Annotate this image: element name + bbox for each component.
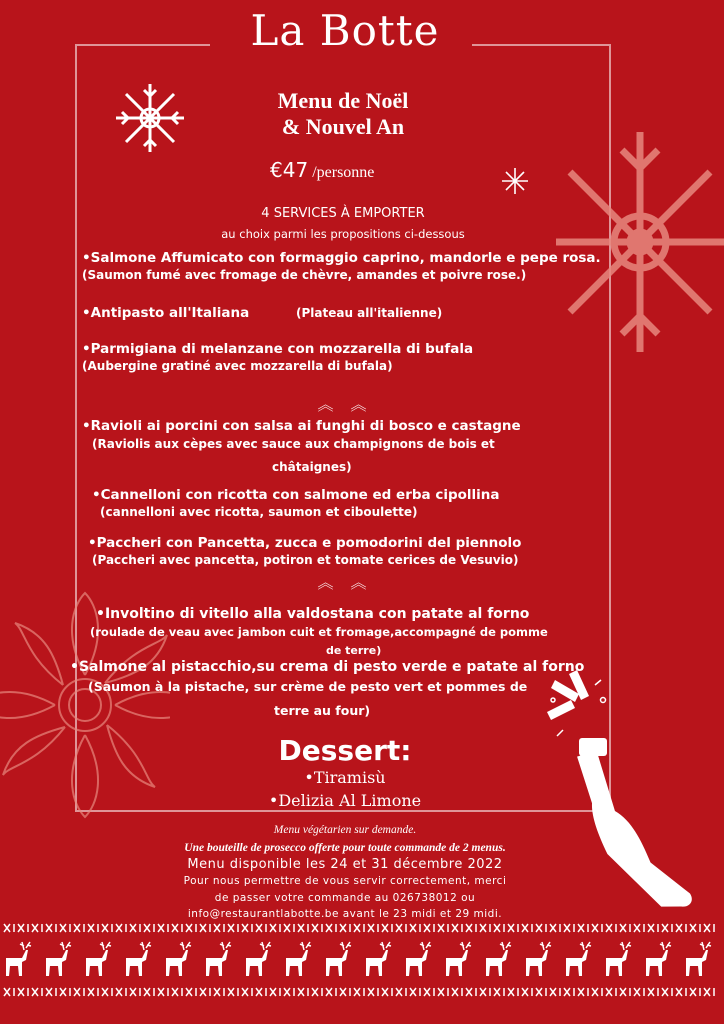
pasta-3-italian: •Paccheri con Pancetta, zucca e pomodorini del piennolo xyxy=(88,535,522,551)
price-unit: /personne xyxy=(312,164,375,181)
order-note-line3: info@restaurantlabotte.be avant le 23 midi et 29 midi. xyxy=(187,908,503,920)
snowflake-icon xyxy=(112,80,188,156)
menu-title-line2: & Nouvel An xyxy=(281,114,405,139)
services-heading: 4 SERVICES À EMPORTER xyxy=(261,206,425,221)
large-snowflake-icon xyxy=(556,122,724,362)
prosecco-bottle-icon xyxy=(535,660,705,915)
starter-1-french: (Saumon fumé avec fromage de chèvre, amandes et poivre rose.) xyxy=(82,268,527,282)
dessert-item-1: •Tiramisù xyxy=(304,768,386,787)
menu-title-line1: Menu de Noël xyxy=(277,88,409,113)
starter-1-italian: •Salmone Affumicato con formaggio caprino, mandorle e pepe rosa. xyxy=(82,250,601,266)
order-note-line1: Pour nous permettre de vous servir correctement, merci xyxy=(183,875,507,887)
price xyxy=(270,158,374,182)
starter-2-italian: •Antipasto all'Italiana xyxy=(82,305,250,321)
services-subheading: au choix parmi les propositions ci-dessous xyxy=(221,227,465,241)
main-2-french-cont: terre au four) xyxy=(274,703,371,718)
main-1-french-cont: de terre) xyxy=(326,644,382,657)
dessert-item-2: •Delizia Al Limone xyxy=(268,791,422,810)
pasta-1-italian: •Ravioli ai porcini con salsa ai funghi di bosco e castagne xyxy=(82,418,521,434)
starter-2-french: (Plateau all'italienne) xyxy=(296,306,443,320)
reindeer-border xyxy=(0,920,724,1024)
small-snowflake-icon xyxy=(500,166,530,196)
prosecco-note: Une bouteille de prosecco offerte pour toute commande de 2 menus. xyxy=(184,842,506,854)
availability-note: Menu disponible les 24 et 31 décembre 2022 xyxy=(187,857,503,872)
main-2-french: (Saumon à la pistache, sur crème de pesto vert et pommes de xyxy=(88,679,528,694)
main-1-french: (roulade de veau avec jambon cuit et fromage,accompagné de pomme xyxy=(90,625,548,639)
starter-3-italian: •Parmigiana di melanzane con mozzarella di bufala xyxy=(82,341,474,357)
pasta-1-french-cont: châtaignes) xyxy=(272,460,352,474)
price-amount: €47 xyxy=(270,158,309,182)
restaurant-logo: La Botte xyxy=(250,6,440,55)
pasta-1-french: (Raviolis aux cèpes avec sauce aux champignons de bois et xyxy=(92,437,495,451)
pasta-2-french: (cannelloni avec ricotta, saumon et ciboulette) xyxy=(100,505,418,519)
starter-3-french: (Aubergine gratiné avec mozzarella di bufala) xyxy=(82,359,393,373)
pasta-2-italian: •Cannelloni con ricotta con salmone ed erba cipollina xyxy=(92,487,500,503)
dessert-heading: Dessert: xyxy=(278,734,412,767)
order-note-line2: de passer votre commande au 026738012 ou xyxy=(214,892,476,904)
separator-2: ︽ ︽ xyxy=(317,573,373,592)
main-2-italian: •Salmone al pistacchio,su crema di pesto verde e patate al forno xyxy=(70,659,585,675)
main-1-italian: •Involtino di vitello alla valdostana con patate al forno xyxy=(96,606,530,622)
separator-1: ︽ ︽ xyxy=(317,395,373,414)
pasta-3-french: (Paccheri avec pancetta, potiron et tomate cerices de Vesuvio) xyxy=(92,553,519,567)
vegetarian-note: Menu végétarien sur demande. xyxy=(273,824,417,836)
